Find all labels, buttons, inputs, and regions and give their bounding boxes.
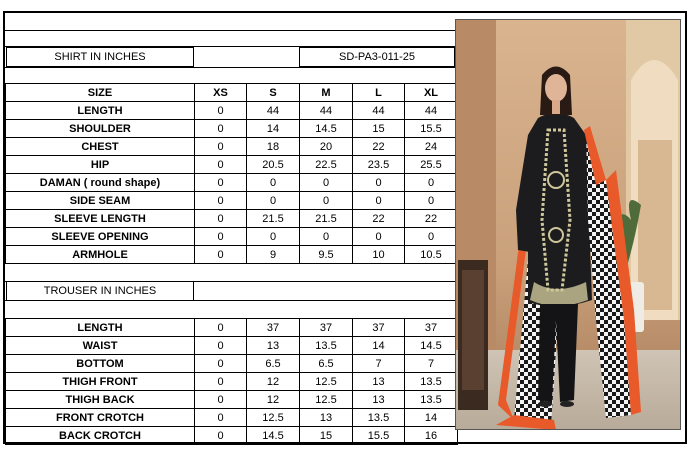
measurement-label: LENGTH (6, 102, 195, 120)
measurement-label: BOTTOM (6, 355, 195, 373)
measurement-value: 14.5 (405, 337, 458, 355)
measurement-value: 0 (195, 102, 247, 120)
measurement-label: SIDE SEAM (6, 192, 195, 210)
measurement-value: 0 (405, 228, 458, 246)
measurement-value: 12.5 (300, 391, 353, 409)
measurement-value: 23.5 (353, 156, 405, 174)
measurement-value: 12 (247, 391, 300, 409)
table-row (6, 228, 458, 246)
measurement-value: 0 (195, 355, 247, 373)
measurement-value: 0 (195, 138, 247, 156)
measurement-value: 16 (405, 427, 458, 445)
measurement-value: 14 (247, 120, 300, 138)
measurement-value: 0 (195, 156, 247, 174)
shirt-size-table (5, 83, 458, 264)
measurement-value: 6.5 (300, 355, 353, 373)
measurement-value: 37 (300, 319, 353, 337)
measurement-value: 15 (300, 427, 353, 445)
measurement-value: 12.5 (300, 373, 353, 391)
measurement-value: 0 (195, 391, 247, 409)
measurement-value: 0 (247, 192, 300, 210)
measurement-value: 13 (353, 391, 405, 409)
measurement-value: 0 (300, 228, 353, 246)
size-header-row (6, 84, 458, 102)
measurement-value: 0 (195, 192, 247, 210)
size-header-l: L (353, 84, 405, 102)
measurement-label: SLEEVE LENGTH (6, 210, 195, 228)
measurement-value: 0 (353, 192, 405, 210)
measurement-label: SHOULDER (6, 120, 195, 138)
table-row (6, 192, 458, 210)
measurement-label: BACK CROTCH (6, 427, 195, 445)
measurement-value: 25.5 (405, 156, 458, 174)
measurement-value: 0 (247, 174, 300, 192)
measurement-label: CHEST (6, 138, 195, 156)
measurement-value: 37 (247, 319, 300, 337)
measurement-value: 9 (247, 246, 300, 264)
table-row (6, 391, 458, 409)
measurement-label: ARMHOLE (6, 246, 195, 264)
measurement-value: 14.5 (247, 427, 300, 445)
measurement-value: 22.5 (300, 156, 353, 174)
measurement-value: 13.5 (405, 373, 458, 391)
table-row (6, 373, 458, 391)
table-row (6, 427, 458, 445)
measurement-value: 44 (353, 102, 405, 120)
measurement-value: 44 (405, 102, 458, 120)
measurement-value: 13 (247, 337, 300, 355)
table-row (6, 120, 458, 138)
measurement-label: FRONT CROTCH (6, 409, 195, 427)
table-row (6, 174, 458, 192)
measurement-value: 24 (405, 138, 458, 156)
measurement-value: 0 (195, 373, 247, 391)
measurement-value: 37 (353, 319, 405, 337)
measurement-value: 0 (195, 174, 247, 192)
measurement-value: 0 (353, 228, 405, 246)
measurement-value: 21.5 (300, 210, 353, 228)
measurement-value: 0 (405, 174, 458, 192)
measurement-label: LENGTH (6, 319, 195, 337)
measurement-value: 44 (247, 102, 300, 120)
measurement-value: 0 (195, 246, 247, 264)
trouser-size-table (5, 318, 458, 445)
top-divider (5, 30, 457, 31)
measurement-value: 0 (195, 337, 247, 355)
measurement-value: 13.5 (300, 337, 353, 355)
measurement-value: 7 (405, 355, 458, 373)
measurement-label: THIGH FRONT (6, 373, 195, 391)
measurement-value: 14 (405, 409, 458, 427)
measurement-value: 0 (405, 192, 458, 210)
measurement-label: THIGH BACK (6, 391, 195, 409)
measurement-value: 14.5 (300, 120, 353, 138)
measurement-value: 13.5 (353, 409, 405, 427)
model-illustration (456, 20, 681, 430)
measurement-value: 6.5 (247, 355, 300, 373)
table-row (6, 246, 458, 264)
table-row (6, 102, 458, 120)
shirt-section-title: SHIRT IN INCHES (6, 47, 194, 67)
measurement-value: 14 (353, 337, 405, 355)
measurement-value: 13 (300, 409, 353, 427)
measurement-value: 0 (247, 228, 300, 246)
measurement-value: 7 (353, 355, 405, 373)
measurement-value: 44 (300, 102, 353, 120)
measurement-value: 0 (195, 228, 247, 246)
measurement-value: 10 (353, 246, 405, 264)
measurement-value: 20 (300, 138, 353, 156)
measurement-value: 37 (405, 319, 458, 337)
table-row (6, 156, 458, 174)
measurement-value: 12.5 (247, 409, 300, 427)
size-header-xs: XS (195, 84, 247, 102)
measurement-value: 22 (405, 210, 458, 228)
table-row (6, 337, 458, 355)
measurement-value: 9.5 (300, 246, 353, 264)
size-column-header: SIZE (6, 84, 195, 102)
measurement-value: 10.5 (405, 246, 458, 264)
measurement-value: 0 (195, 409, 247, 427)
measurement-value: 0 (195, 319, 247, 337)
measurement-label: DAMAN ( round shape) (6, 174, 195, 192)
measurement-value: 0 (195, 210, 247, 228)
size-header-m: M (300, 84, 353, 102)
size-header-s: S (247, 84, 300, 102)
measurement-value: 15.5 (353, 427, 405, 445)
measurement-value: 21.5 (247, 210, 300, 228)
measurement-value: 20.5 (247, 156, 300, 174)
measurement-value: 13.5 (405, 391, 458, 409)
trouser-section-title: TROUSER IN INCHES (6, 281, 194, 301)
table-row (6, 138, 458, 156)
measurement-value: 0 (195, 120, 247, 138)
product-photo (455, 19, 681, 430)
measurement-value: 15.5 (405, 120, 458, 138)
measurement-value: 15 (353, 120, 405, 138)
table-row (6, 319, 458, 337)
measurement-label: WAIST (6, 337, 195, 355)
measurement-value: 13 (353, 373, 405, 391)
measurement-value: 0 (353, 174, 405, 192)
measurement-value: 18 (247, 138, 300, 156)
size-header-xl: XL (405, 84, 458, 102)
measurement-value: 22 (353, 138, 405, 156)
measurement-label: SLEEVE OPENING (6, 228, 195, 246)
table-row (6, 409, 458, 427)
measurement-value: 0 (300, 192, 353, 210)
table-row (6, 355, 458, 373)
measurement-value: 0 (300, 174, 353, 192)
measurement-value: 12 (247, 373, 300, 391)
article-code: SD-PA3-011-25 (299, 47, 455, 67)
table-row (6, 210, 458, 228)
measurement-label: HIP (6, 156, 195, 174)
measurement-value: 22 (353, 210, 405, 228)
measurement-value: 0 (195, 427, 247, 445)
